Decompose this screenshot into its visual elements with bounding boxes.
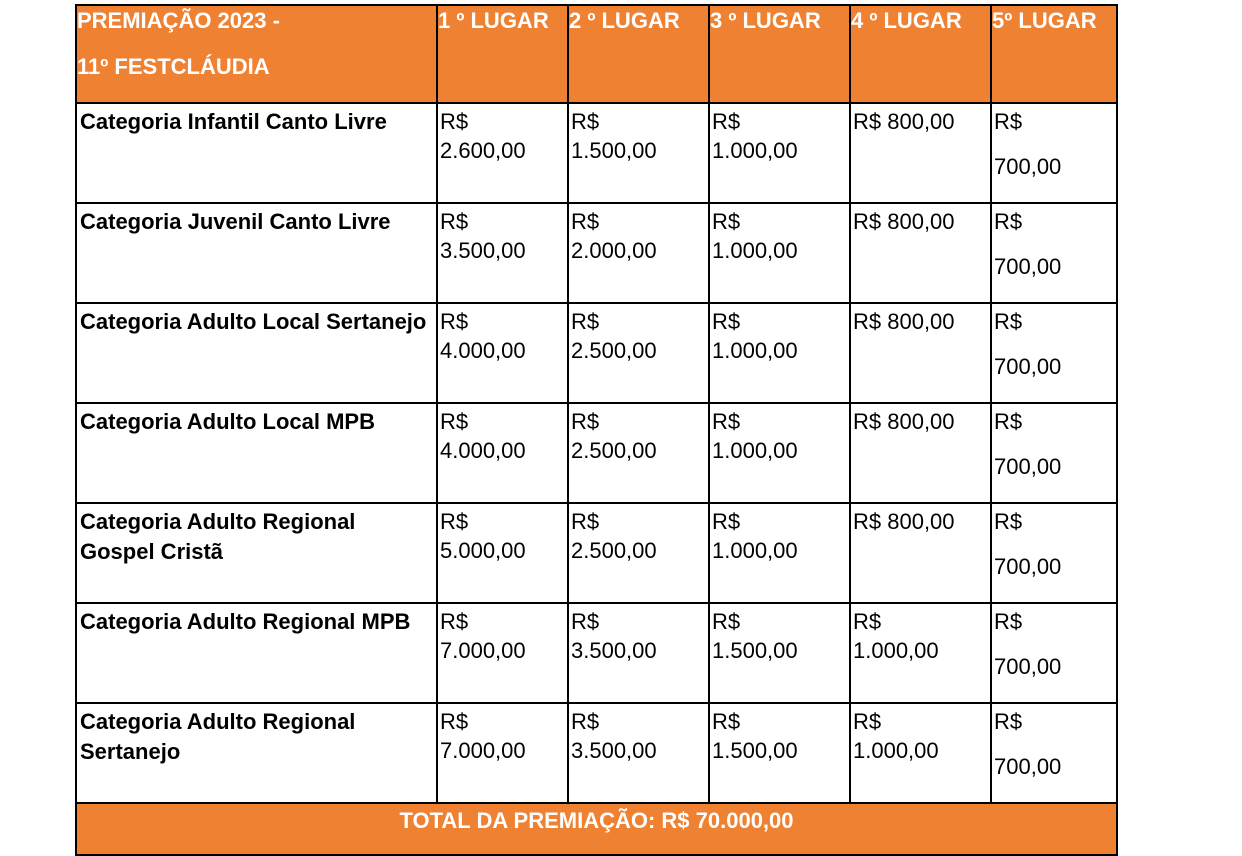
prize-line-2: 1.500,00 (712, 638, 798, 663)
prize-line-1: R$ (571, 609, 600, 634)
prize-line-1: R$ 800,00 (853, 309, 955, 334)
prize-cell-place-3 (709, 103, 850, 203)
prize-cell-place-1 (437, 403, 568, 503)
prize-line-1: R$ (994, 209, 1023, 234)
prize-line-2: 1.500,00 (712, 738, 798, 763)
category-cell: Categoria Adulto Regional Sertanejo (76, 703, 437, 803)
prize-line-1: R$ (571, 309, 600, 334)
table-row (76, 603, 1117, 703)
prize-line-2: 1.000,00 (712, 238, 798, 263)
prize-line-1: R$ (440, 209, 469, 234)
prize-line-1: R$ (994, 509, 1023, 534)
prize-line-1: R$ (440, 409, 469, 434)
prize-line-2: 3.500,00 (571, 638, 657, 663)
prize-line-1: R$ (712, 409, 741, 434)
prize-line-2: 700,00 (994, 754, 1062, 779)
prize-cell-place-4 (850, 503, 991, 603)
prize-line-1: R$ (571, 409, 600, 434)
prize-cell-place-4 (850, 303, 991, 403)
title-line-2: 11º FESTCLÁUDIA (77, 54, 270, 79)
prize-line-1: R$ 800,00 (853, 209, 955, 234)
header-row (76, 5, 1117, 103)
prize-cell-place-2 (568, 303, 709, 403)
prize-cell-place-5 (991, 403, 1117, 503)
prize-line-1: R$ (712, 209, 741, 234)
prize-cell-place-5 (991, 703, 1117, 803)
prize-line-1: R$ (712, 709, 741, 734)
prize-cell-place-4 (850, 703, 991, 803)
category-cell: Categoria Adulto Local Sertanejo (76, 303, 437, 403)
table-row (76, 303, 1117, 403)
prize-cell-place-3 (709, 603, 850, 703)
prize-line-2: 5.000,00 (440, 538, 526, 563)
prize-line-2: 2.000,00 (571, 238, 657, 263)
header-place-3: 3 º LUGAR (709, 5, 850, 103)
category-cell: Categoria Adulto Regional MPB (76, 603, 437, 703)
prize-line-2: 1.000,00 (712, 538, 798, 563)
prize-line-1: R$ 800,00 (853, 109, 955, 134)
prize-line-2: 1.000,00 (853, 638, 939, 663)
table-title (76, 5, 437, 103)
prize-line-1: R$ (571, 109, 600, 134)
prize-line-2: 3.500,00 (571, 738, 657, 763)
prize-line-1: R$ (440, 609, 469, 634)
table-row (76, 703, 1117, 803)
prize-table (75, 4, 1118, 856)
table-row (76, 203, 1117, 303)
prize-cell-place-2 (568, 603, 709, 703)
prize-cell-place-1 (437, 703, 568, 803)
prize-line-2: 7.000,00 (440, 638, 526, 663)
prize-cell-place-3 (709, 403, 850, 503)
prize-line-1: R$ (571, 709, 600, 734)
prize-line-1: R$ (712, 309, 741, 334)
prize-line-1: R$ (853, 709, 882, 734)
prize-line-2: 700,00 (994, 354, 1062, 379)
prize-line-2: 1.000,00 (712, 338, 798, 363)
prize-line-1: R$ (571, 509, 600, 534)
prize-line-2: 700,00 (994, 254, 1062, 279)
prize-cell-place-1 (437, 303, 568, 403)
prize-line-1: R$ (440, 709, 469, 734)
prize-line-2: 700,00 (994, 454, 1062, 479)
prize-line-1: R$ (712, 509, 741, 534)
prize-cell-place-2 (568, 503, 709, 603)
prize-cell-place-4 (850, 403, 991, 503)
total-prize: TOTAL DA PREMIAÇÃO: R$ 70.000,00 (76, 803, 1117, 855)
prize-cell-place-2 (568, 403, 709, 503)
table-body (76, 103, 1117, 803)
prize-line-1: R$ (712, 109, 741, 134)
title-line-1: PREMIAÇÃO 2023 - (77, 8, 280, 33)
prize-cell-place-3 (709, 503, 850, 603)
prize-cell-place-5 (991, 603, 1117, 703)
prize-line-1: R$ (994, 109, 1023, 134)
prize-cell-place-2 (568, 703, 709, 803)
category-cell: Categoria Adulto Regional Gospel Cristã (76, 503, 437, 603)
header-place-4: 4 º LUGAR (850, 5, 991, 103)
prize-cell-place-4 (850, 603, 991, 703)
prize-cell-place-5 (991, 503, 1117, 603)
table-row (76, 503, 1117, 603)
prize-line-1: R$ (712, 609, 741, 634)
table-row (76, 103, 1117, 203)
prize-cell-place-4 (850, 103, 991, 203)
prize-line-2: 2.500,00 (571, 538, 657, 563)
prize-cell-place-5 (991, 303, 1117, 403)
prize-cell-place-4 (850, 203, 991, 303)
prize-cell-place-3 (709, 303, 850, 403)
prize-line-1: R$ (571, 209, 600, 234)
prize-line-1: R$ (853, 609, 882, 634)
prize-line-2: 4.000,00 (440, 438, 526, 463)
prize-cell-place-5 (991, 203, 1117, 303)
category-cell: Categoria Infantil Canto Livre (76, 103, 437, 203)
category-cell: Categoria Adulto Local MPB (76, 403, 437, 503)
prize-line-2: 1.500,00 (571, 138, 657, 163)
prize-line-1: R$ 800,00 (853, 409, 955, 434)
table-row (76, 403, 1117, 503)
prize-line-1: R$ (440, 309, 469, 334)
prize-line-2: 7.000,00 (440, 738, 526, 763)
prize-line-2: 3.500,00 (440, 238, 526, 263)
prize-cell-place-1 (437, 203, 568, 303)
prize-cell-place-1 (437, 603, 568, 703)
category-cell: Categoria Juvenil Canto Livre (76, 203, 437, 303)
prize-line-2: 4.000,00 (440, 338, 526, 363)
prize-cell-place-5 (991, 103, 1117, 203)
prize-cell-place-3 (709, 203, 850, 303)
prize-cell-place-2 (568, 103, 709, 203)
prize-line-1: R$ (994, 709, 1023, 734)
prize-line-2: 1.000,00 (712, 438, 798, 463)
header-place-5: 5º LUGAR (991, 5, 1117, 103)
prize-cell-place-1 (437, 103, 568, 203)
prize-line-2: 2.500,00 (571, 338, 657, 363)
prize-line-1: R$ 800,00 (853, 509, 955, 534)
prize-line-2: 1.000,00 (853, 738, 939, 763)
prize-cell-place-2 (568, 203, 709, 303)
prize-line-1: R$ (994, 309, 1023, 334)
header-place-1: 1 º LUGAR (437, 5, 568, 103)
prize-line-1: R$ (994, 609, 1023, 634)
prize-line-2: 700,00 (994, 654, 1062, 679)
prize-line-2: 700,00 (994, 554, 1062, 579)
prize-line-1: R$ (440, 509, 469, 534)
prize-line-1: R$ (994, 409, 1023, 434)
prize-line-2: 1.000,00 (712, 138, 798, 163)
prize-line-2: 2.500,00 (571, 438, 657, 463)
total-row (76, 803, 1117, 855)
prize-line-2: 700,00 (994, 154, 1062, 179)
prize-line-1: R$ (440, 109, 469, 134)
prize-line-2: 2.600,00 (440, 138, 526, 163)
header-place-2: 2 º LUGAR (568, 5, 709, 103)
prize-cell-place-3 (709, 703, 850, 803)
prize-cell-place-1 (437, 503, 568, 603)
